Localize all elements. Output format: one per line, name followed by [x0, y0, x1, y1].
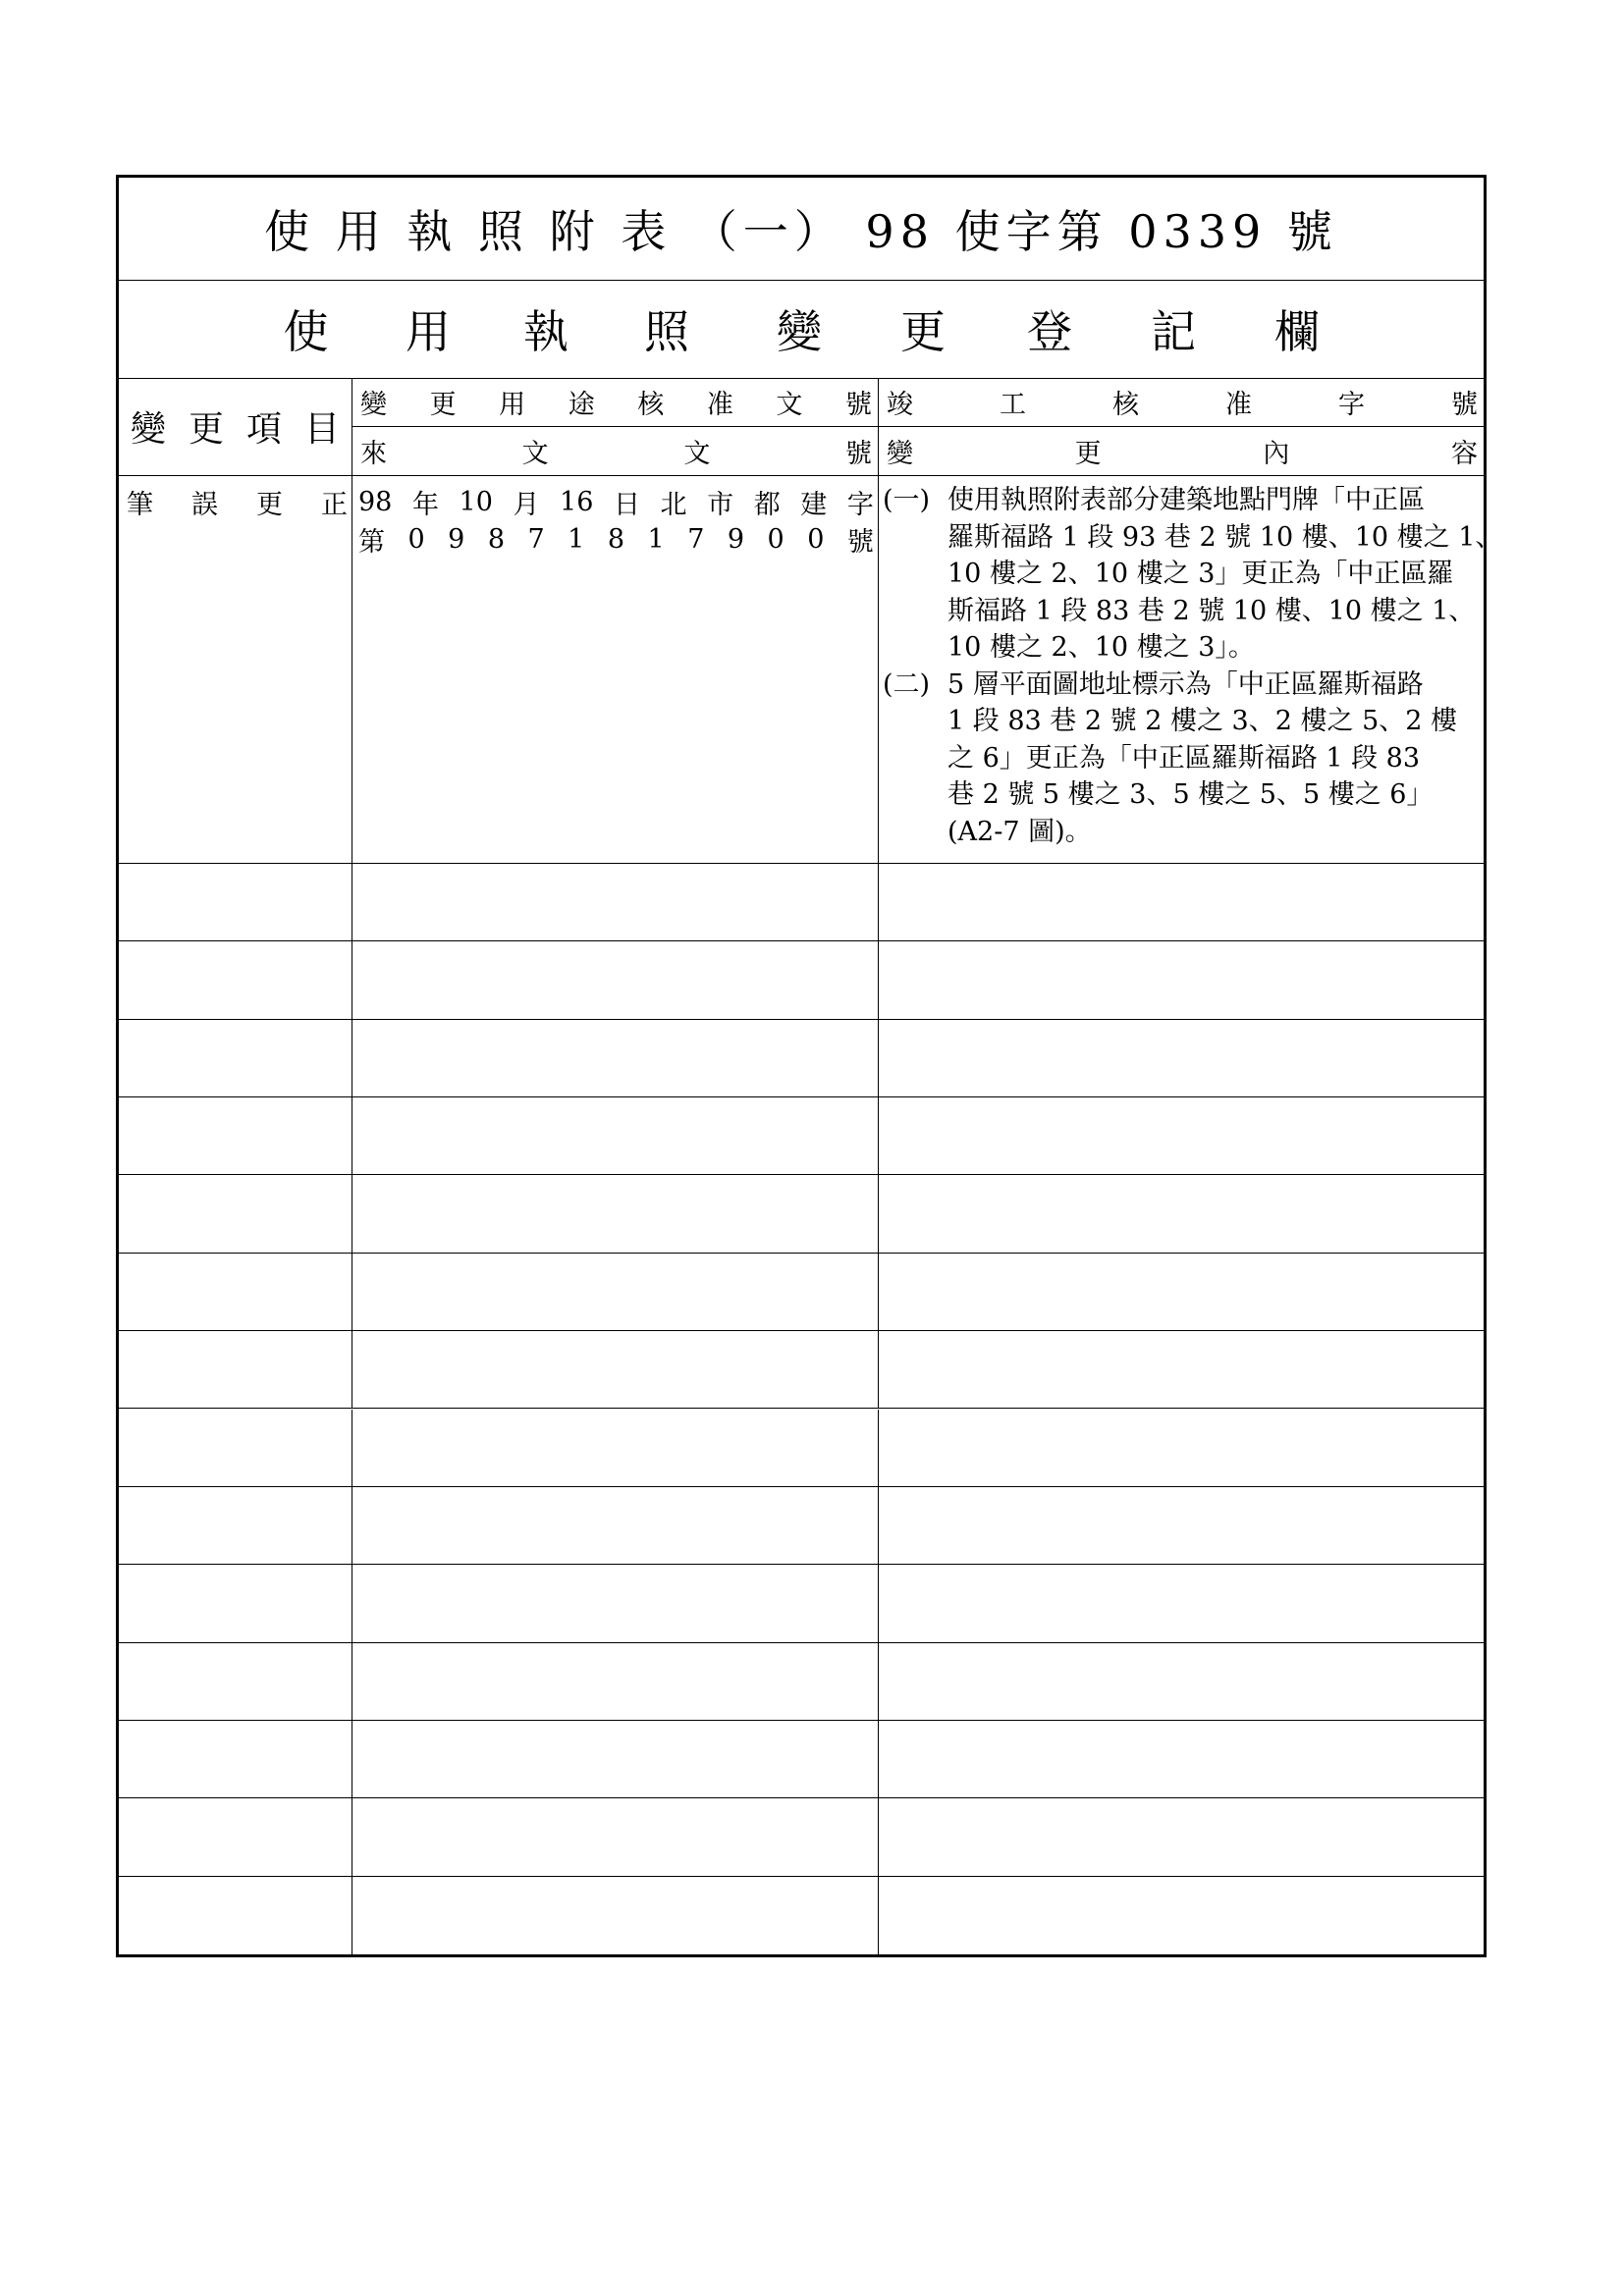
ref-line-1: [358, 484, 874, 519]
header-char: 內: [1263, 439, 1290, 469]
ref-token: 號: [846, 526, 874, 558]
ref-token: 0: [767, 523, 785, 555]
header-char: 准: [1225, 390, 1252, 420]
empty-cell: [879, 1175, 1484, 1252]
empty-cell: [119, 1410, 352, 1486]
header-change-item: [119, 378, 352, 476]
empty-cell: [879, 1798, 1484, 1875]
header-char: 核: [1112, 390, 1139, 420]
ref-line-2: [358, 521, 874, 557]
header-char: 用: [499, 390, 526, 420]
header-char: 容: [1450, 439, 1478, 469]
header-char: 文: [521, 439, 549, 469]
empty-cell: [119, 1020, 352, 1096]
ref-token: 都: [753, 489, 781, 520]
empty-cell: [879, 1020, 1484, 1096]
header-char: 准: [706, 390, 733, 420]
ref-token: 字: [846, 489, 874, 520]
entry-content-cell: [879, 476, 1502, 863]
item-number: (二): [883, 668, 931, 700]
header-char: 途: [568, 390, 595, 420]
empty-cell: [119, 1487, 352, 1564]
empty-row: [119, 1798, 1484, 1876]
ref-token: 8: [487, 523, 506, 555]
empty-row: [119, 1565, 1484, 1642]
empty-cell: [879, 1097, 1484, 1174]
empty-cell: [352, 1877, 879, 1954]
change-content-item: [883, 667, 1480, 851]
ref-token: 9: [727, 523, 745, 555]
empty-cell: [352, 1331, 879, 1408]
header-change-use-approval-no: [352, 378, 879, 427]
empty-cell: [879, 1331, 1484, 1408]
ref-token: 98: [358, 486, 393, 517]
ref-token: 7: [527, 523, 545, 555]
header-completion-approval-no: [879, 378, 1484, 427]
empty-cell: [352, 1565, 879, 1641]
empty-cell: [352, 1643, 879, 1720]
header-char: 變: [131, 409, 167, 450]
empty-cell: [119, 1175, 352, 1252]
header-char: 文: [683, 439, 711, 469]
entry-item: [127, 484, 348, 519]
empty-row: [119, 1877, 1484, 1954]
ref-token: 0: [407, 523, 425, 555]
entry-row: [119, 476, 1502, 864]
text-line: 羅斯福路 1 段 93 巷 2 號 10 樓、10 樓之 1、: [947, 521, 1502, 553]
text-line: 使用執照附表部分建築地點門牌「中正區: [947, 485, 1425, 515]
empty-cell: [352, 1487, 879, 1564]
item-text: [947, 482, 1501, 667]
empty-cell: [879, 864, 1484, 940]
subtitle-char: 照: [644, 305, 689, 358]
subtitle-char: 登: [1027, 305, 1072, 358]
header-char: 號: [1451, 390, 1478, 420]
empty-row: [119, 1410, 1484, 1487]
item-number: (一): [883, 485, 931, 515]
empty-cell: [879, 1410, 1484, 1486]
empty-row: [119, 1487, 1484, 1565]
header-char: 變: [887, 439, 913, 469]
empty-row: [119, 1175, 1484, 1253]
empty-cell: [119, 1565, 352, 1641]
header-char: 號: [844, 390, 872, 420]
item-char: 正: [321, 489, 348, 520]
empty-cell: [119, 864, 352, 940]
text-line: 斯福路 1 段 83 巷 2 號 10 樓、10 樓之 1、: [947, 595, 1476, 626]
change-content-item: [883, 482, 1502, 667]
subtitle-char: 用: [406, 305, 451, 358]
header-char: 竣: [887, 390, 913, 420]
ref-token: 第: [358, 526, 385, 558]
header-change-content: [879, 427, 1484, 476]
empty-cell: [119, 1877, 352, 1954]
empty-cell: [119, 941, 352, 1018]
empty-cell: [879, 1487, 1484, 1564]
header-char: 目: [303, 409, 340, 450]
empty-cell: [119, 1721, 352, 1797]
header-char: 更: [429, 390, 457, 420]
text-line: 1 段 83 巷 2 號 2 樓之 3、2 樓之 5、2 樓: [947, 706, 1458, 736]
empty-cell: [352, 1097, 879, 1174]
header-char: 來: [360, 439, 387, 469]
change-content: [883, 482, 1502, 850]
empty-cell: [352, 1175, 879, 1252]
text-line: 之 6」更正為「中正區羅斯福路 1 段 83: [947, 742, 1421, 774]
item-char: 筆: [127, 489, 153, 520]
empty-row: [119, 1254, 1484, 1331]
ref-token: 10: [459, 486, 493, 517]
empty-cell: [879, 1643, 1484, 1720]
subtitle-char: 執: [523, 305, 568, 358]
subtitle-char: 更: [900, 305, 946, 358]
ref-token: 北: [660, 489, 687, 520]
subtitle-char: 欄: [1274, 305, 1320, 358]
empty-cell: [879, 941, 1484, 1018]
ref-token: 8: [607, 523, 625, 555]
header-char: 工: [1000, 390, 1026, 420]
empty-cell: [879, 1721, 1484, 1797]
ref-token: 市: [707, 489, 734, 520]
ref-token: 1: [568, 523, 585, 555]
header-char: 文: [776, 390, 803, 420]
ref-token: 9: [448, 523, 465, 555]
ref-token: 1: [647, 523, 665, 555]
header-char: 變: [360, 390, 387, 420]
section-subtitle: [119, 280, 1484, 379]
empty-row: [119, 1331, 1484, 1409]
ref-token: 建: [800, 489, 828, 520]
header-char: 字: [1338, 390, 1365, 420]
header-char: 更: [188, 409, 224, 450]
empty-row: [119, 941, 1484, 1019]
empty-cell: [879, 1877, 1484, 1954]
empty-cell: [119, 1643, 352, 1720]
header-char: 更: [1074, 439, 1102, 469]
empty-row: [119, 1643, 1484, 1721]
change-registration-form: [116, 175, 1502, 1957]
header-incoming-doc-no: [352, 427, 879, 476]
item-text: [947, 667, 1480, 851]
ref-token: 0: [807, 523, 825, 555]
ref-token: 年: [411, 489, 439, 520]
header-char: 核: [637, 390, 665, 420]
entry-ref-cell: [352, 476, 879, 863]
empty-cell: [879, 1254, 1484, 1330]
empty-cell: [352, 1721, 879, 1797]
ref-token: 日: [613, 489, 640, 520]
empty-cell: [352, 1798, 879, 1875]
empty-cell: [352, 864, 879, 940]
empty-row: [119, 1097, 1484, 1175]
page-title: 使 用 執 照 附 表 （一） 98 使字第 0339 號: [119, 178, 1484, 281]
empty-row: [119, 1020, 1484, 1097]
empty-cell: [119, 1254, 352, 1330]
empty-cell: [879, 1565, 1484, 1641]
empty-row: [119, 864, 1484, 941]
header-char: 項: [245, 409, 282, 450]
entry-item-cell: [119, 476, 352, 863]
subtitle-char: 記: [1151, 305, 1196, 358]
ref-token: 16: [560, 486, 594, 517]
empty-cell: [119, 1798, 352, 1875]
text-line: 5 層平面圖地址標示為「中正區羅斯福路: [947, 668, 1424, 700]
item-char: 更: [256, 489, 283, 520]
empty-cell: [352, 1254, 879, 1330]
item-char: 誤: [191, 489, 218, 520]
empty-cell: [119, 1331, 352, 1408]
empty-cell: [352, 941, 879, 1018]
empty-cell: [352, 1410, 879, 1486]
text-line: (A2-7 圖)。: [947, 816, 1092, 847]
header-char: 號: [844, 439, 872, 469]
empty-cell: [352, 1020, 879, 1096]
ref-token: 月: [513, 489, 540, 520]
ref-token: 7: [687, 523, 705, 555]
empty-cell: [119, 1097, 352, 1174]
text-line: 10 樓之 2、10 樓之 3」。: [947, 632, 1255, 663]
text-line: 巷 2 號 5 樓之 3、5 樓之 5、5 樓之 6」: [947, 779, 1434, 810]
subtitle-char: 使: [283, 305, 329, 358]
empty-row: [119, 1721, 1484, 1798]
text-line: 10 樓之 2、10 樓之 3」更正為「中正區羅: [947, 559, 1454, 589]
subtitle-char: 變: [777, 305, 822, 358]
